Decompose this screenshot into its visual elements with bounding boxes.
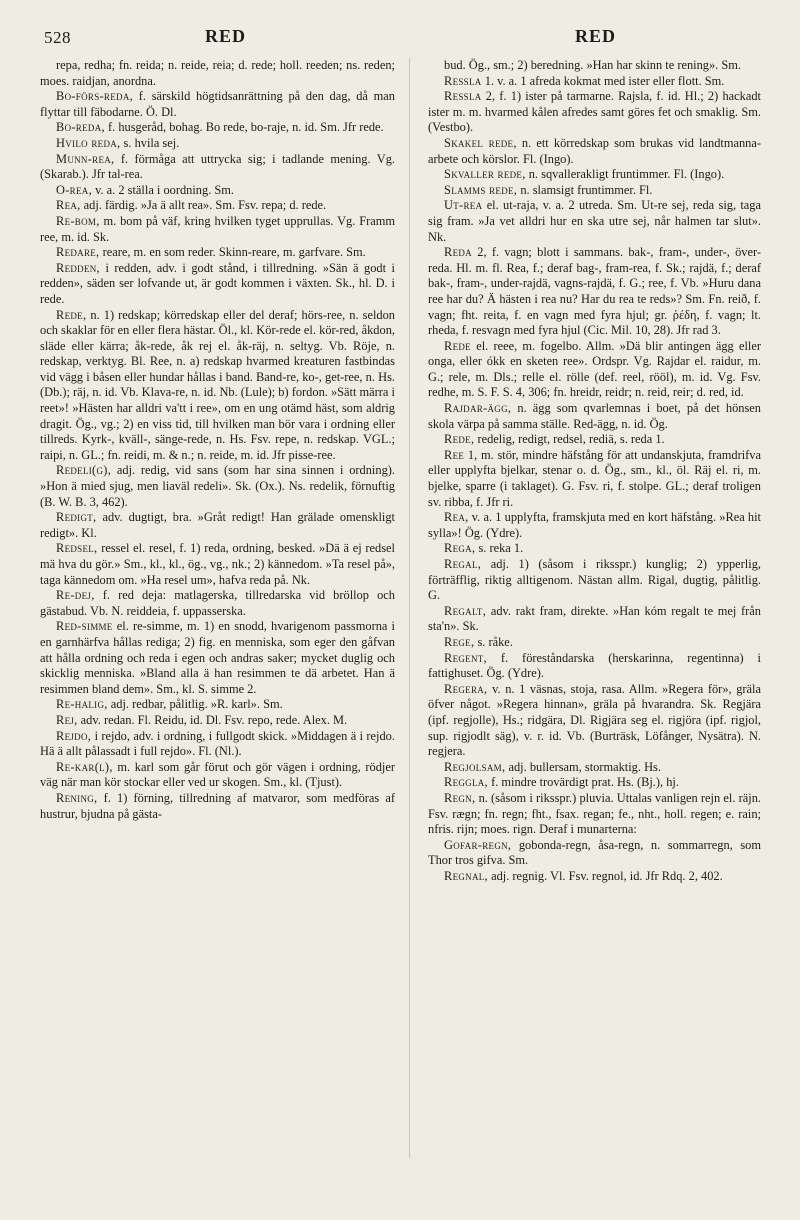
dictionary-entry [40, 619, 395, 697]
entry-headword: Bo-reda, [56, 120, 105, 135]
entry-text: el. ut-raja, v. a. 2 utreda. Sm. Ut-re sej, reda sig, taga sig fram. »Ja vet alldri hur en ska utre sej, når halmen tar slut». Nk. [428, 198, 761, 244]
entry-headword: Red-simme [56, 619, 113, 634]
entry-headword: Rede, [56, 307, 87, 322]
entry-headword: Regn, [444, 790, 476, 805]
entry-text: n. 1) redskap; körredskap eller del deraf; hörs-ree, n. seldon och skaklar för en eller flera hästar. Öl., kl. Kör-rede el. kör-red, åkdon, släde eller kärra; åk-rede, åk rej el. åk-räj, n. seltyg. Vb. Röje, n. redskap, verktyg. Bl. Ree, n. a) redskap hvarmed kreaturen fastbindas vid vägg i båsen eller hundar hållas i band. Band-re, ko-, get-ree, n. Hs. (Db.); räj, n. id. Vb. Klava-re, n. id. Nb. (Lule); b) fordon. »Sätt märra i reet»! »Hästen har alldri va'tt i ree», om en ung otämd häst, som aldrig dragit. Ög., vg.; 2) en viss tid, till hvilken man bör vara i ordning eller tillreds. Kyrk-, kväll-, sänge-rede, n. Hs. Fsv. repe, n. redskap. VGL.; raipi, n. GL.; fn. reidi, m. & n.; n. reide, m. id. Jfr pisse-ree. [40, 307, 395, 462]
entry-headword: Skvaller rede, [444, 167, 526, 182]
dictionary-entry [40, 214, 395, 245]
dictionary-entry [40, 245, 395, 261]
dictionary-entry [40, 541, 395, 588]
running-head-left: RED [205, 26, 247, 46]
dictionary-entry [428, 635, 761, 651]
entry-headword: Rede, [444, 432, 475, 447]
dictionary-entry [40, 120, 395, 136]
entry-text: redelig, redigt, redsel, rediä, s. reda 1. [477, 432, 665, 447]
entry-text: n. slamsigt fruntimmer. Fl. [520, 182, 653, 197]
dictionary-entry [40, 729, 395, 760]
dictionary-entry [428, 58, 761, 74]
entry-headword: Gofar-regn, [444, 837, 512, 852]
entry-text: m. karl som går förut och gör vägen i ordning, rödjer väg när man kör stockar eller ved ur skogen. Sm., kl. (Tjust). [40, 759, 395, 790]
entry-headword: Rede [444, 338, 471, 353]
dictionary-entry [40, 198, 395, 214]
entry-headword: Redeli(g), [56, 463, 112, 478]
dictionary-entry [428, 89, 761, 136]
entry-headword: Rea, [56, 198, 81, 213]
dictionary-entry [40, 152, 395, 183]
right-column [428, 58, 761, 1208]
dictionary-entry [428, 604, 761, 635]
dictionary-entry [40, 183, 395, 199]
entry-text: 2, f. vagn; blott i sammans. bak-, fram-, under-, över-reda. Hl. m. fl. Rea, f.; deraf bag-, fram-rea, f. Sk.; rajdä, f.; deraf bak-, fram-, under-rajdä, vagns-rajdä, f. G.; ree, f. Vb. »Huru dana ree har du? Ä hästen i rea nu? Har du rea te reds»? Sm. Fn. reið, f. vagn; fht. reita, f. en vagn med fyra hjul; gr. ῥέδη, f. vagn; lt. rheda, f. resvagn med fyra hjul (Cic. Mil. 10, 28). Jfr rad 3. [428, 245, 761, 338]
entry-headword: Re-kar(l), [56, 759, 113, 774]
entry-headword: Ressla [444, 89, 482, 104]
dictionary-entry [428, 401, 761, 432]
dictionary-entry [428, 791, 761, 838]
entry-text: 2, f. 1) ister på tarmarne. Rajsla, f. id. Hl.; 2) hackadt ister m. m. hvarmed kålen afredes samt göres fet och smaklig. Sm. (Vestbo). [428, 89, 761, 135]
entry-text: bud. Ög., sm.; 2) beredning. »Han har skinn te rening». Sm. [444, 58, 741, 72]
left-column [40, 58, 395, 1208]
entry-headword: Redsel, [56, 541, 98, 556]
entry-text: i redden, adv. i godt stånd, i tillredning. »Sän ä godt i redden», säden ser lofvande ut, är godt kommen i växten. Sk., hl. D. i rede. [40, 260, 395, 306]
entry-headword: Regalt, [444, 603, 487, 618]
entry-text: 1. v. a. 1 afreda kokmat med ister eller flott. Sm. [484, 73, 725, 88]
entry-headword: Reggla, [444, 775, 488, 790]
dictionary-entry [428, 557, 761, 604]
entry-text: i rejdo, adv. i ordning, i fullgodt skick. »Middagen ä i rejdo. Hä ä allt pålassadt i full rejdo». Fl. (Nl.). [40, 728, 395, 759]
entry-headword: Reda [444, 245, 472, 260]
entry-text: n. sqvallerakligt fruntimmer. Fl. (Ingo). [528, 167, 725, 182]
entry-headword: Re-dej, [56, 588, 95, 603]
entry-headword: Ree [444, 447, 465, 462]
dictionary-entry [428, 183, 761, 199]
dictionary-entry [40, 713, 395, 729]
entry-text: adj. bullersam, stormaktig. Hs. [508, 759, 661, 774]
running-head-right: RED [575, 26, 617, 46]
dictionary-entry [428, 432, 761, 448]
entry-text: adv. redan. Fl. Reidu, id. Dl. Fsv. repo, rede. Alex. M. [80, 712, 348, 727]
dictionary-entry [40, 510, 395, 541]
entry-text: el. reee, m. fogelbo. Allm. »Dä blir antingen ägg eller onga, eller ókk en sketen ree». Ordspr. Vg. Rajdar el. raidur, m. G.; rele, m. Dls.; relle el. rölle (def. reel, rööl), m. id. Vg. Fsv. redhe, m. S. F. S. 4, 306; fn. hreidr, reidr; n. reid, reir; d. red, id. [428, 338, 761, 400]
entry-text: adj. 1) (såsom i riksspr.) kunglig; 2) ypperlig, förträfflig, riktig alltigenom. Nästan allm. Rigal, dugtig, pålitlig. G. [428, 557, 761, 603]
entry-text: f. mindre trovärdigt prat. Hs. (Bj.), hj. [491, 775, 679, 790]
entry-headword: Rej, [56, 712, 78, 727]
dictionary-entry [428, 760, 761, 776]
dictionary-entry [428, 74, 761, 90]
entry-headword: Hvilo reda, [56, 135, 121, 150]
entry-text: adj. redbar, pålitlig. »R. karl». Sm. [110, 697, 283, 712]
dictionary-entry [40, 261, 395, 308]
entry-text: s. reka 1. [478, 541, 524, 556]
entry-text: s. hvila sej. [123, 135, 180, 150]
entry-text: n. ägg som qvarlemnas i boet, på det hönsen skola värpa på samma ställe. Red-ägg, n. id. Ög. [428, 401, 761, 431]
entry-headword: Re-halig, [56, 697, 108, 712]
entry-text: adj. redig, vid sans (som har sina sinnen i ordning). »Hon ä mied sjug, men liaväl redeli». Sk. (Ox.). Ns. redelik, förnuftig (B. W. B. 3, 462). [40, 463, 395, 509]
dictionary-entry [40, 463, 395, 510]
entry-headword: Ut-rea [444, 198, 483, 213]
entry-text: repa, redha; fn. reida; n. reide, reia; d. rede; holl. reeden; ns. reden; moes. raidjan, anordna. [40, 58, 395, 88]
dictionary-entry [428, 245, 761, 339]
dictionary-entry [428, 838, 761, 869]
entry-headword: Skakel rede, [444, 135, 517, 150]
dictionary-entry [428, 510, 761, 541]
entry-headword: Rege, [444, 634, 475, 649]
entry-headword: Rening, [56, 790, 98, 805]
entry-headword: Redden, [56, 260, 100, 275]
dictionary-entry [40, 760, 395, 791]
entry-text: f. husgeråd, bohag. Bo rede, bo-raje, n. id. Sm. Jfr rede. [108, 120, 384, 135]
dictionary-entry [40, 136, 395, 152]
entry-headword: Ressla [444, 73, 482, 88]
dictionary-entry [428, 869, 761, 885]
entry-headword: Bo-förs-reda, [56, 89, 134, 104]
entry-headword: Slamms rede, [444, 182, 518, 197]
dictionary-entry [428, 651, 761, 682]
dictionary-entry [428, 198, 761, 245]
dictionary-entry [428, 339, 761, 401]
entry-headword: Regnal, [444, 868, 488, 883]
entry-text: f. förmåga att uttrycka sig; i tadlande mening. Vg. (Skarab.). Jfr tal-rea. [40, 151, 395, 182]
entry-text: el. re-simme, m. 1) en snodd, hvarigenom passmorna i en garnhärfva hållas rediga; 2) fig. en menniska, som eger den gåfvan att hålla ordning och reda i egen och andras saker; mycket duglig och skicklig menniska. »Bland alla ä han resimmen te dä arbetet. Han ä resimmen bland dem». Sm., kl. S. simme 2. [40, 619, 395, 696]
dictionary-entry [428, 682, 761, 760]
entry-text: f. 1) förning, tillredning af matvaror, som medföras af hustrur, bjudna på gästa- [40, 790, 395, 821]
entry-headword: Rega, [444, 541, 476, 556]
entry-text: gobonda-regn, åsa-regn, n. sommarregn, som Thor tros gifva. Sm. [428, 837, 761, 868]
column-divider [409, 58, 410, 1158]
entry-text: f. särskild högtidsanrättning på den dag, då man flyttar till fäbodarne. Ö. Dl. [40, 89, 395, 119]
entry-text: adj. färdig. »Ja ä allt rea». Sm. Fsv. repa; d. rede. [83, 198, 327, 213]
dictionary-entry [40, 588, 395, 619]
entry-text: 1, m. stör, mindre häfstång för att undanskjuta, framdrifva eller upplyfta bjelkar, stenar o. d. Ög., sm., kl., öl. Räj el. ri, m. bjelke, sparre (i taklaget). G. Fsv. ri, f. stolpe. GL.; deraf troligen sv. ribba, f. Jfr ri. [428, 447, 761, 509]
entry-headword: Rejdo, [56, 728, 92, 743]
entry-headword: Redigt, [56, 510, 97, 525]
entry-text: ressel el. resel, f. 1) reda, ordning, besked. »Dä ä ej redsel mä hva du gör.» Sm., kl., kl., ög., vg., nk.; 2) kännedom. »Ta resel på», taga kännedom om. »Ha resel um», hafva reda på. Nk. [40, 541, 395, 587]
entry-text: reare, m. en som reder. Skinn-reare, m. garfvare. Sm. [102, 245, 366, 260]
entry-text: f. red deja: matlagerska, tillredarska vid bröllop och gästabud. Vb. N. reiddeia, f. uppasserska. [40, 588, 395, 618]
entry-headword: Rajdar-ägg, [444, 401, 512, 416]
dictionary-entry [428, 136, 761, 167]
dictionary-entry [40, 58, 395, 89]
dictionary-entry [428, 167, 761, 183]
entry-headword: Regjolsam, [444, 759, 506, 774]
entry-text: n. ett körredskap som brukas vid landtmanna-arbete och körslor. Fl. (Ingo). [428, 135, 761, 166]
entry-headword: O-rea, [56, 182, 92, 197]
entry-text: adj. regnig. Vl. Fsv. regnol, id. Jfr Rdq. 2, 402. [491, 868, 723, 883]
page-number: 528 [44, 28, 71, 47]
entry-text: m. bom på väf, kring hvilken tyget upprullas. Vg. Framm ree, m. id. Sk. [40, 213, 395, 244]
entry-text: s. råke. [477, 634, 513, 649]
dictionary-entry [40, 697, 395, 713]
entry-headword: Munn-rea, [56, 151, 115, 166]
entry-text: v. a. 2 ställa i oordning. Sm. [95, 182, 235, 197]
entry-text: adv. rakt fram, direkte. »Han kóm regalt te mej från sta'n». Sk. [428, 603, 761, 634]
entry-text: v. n. 1 väsnas, stoja, rasa. Allm. »Regera för», gräla öfver något. »Regera hinnan», gräla på hvarandra. Sk. Regjära (ipf. regjolle), Hs.; ridgära, Dl. Rigjära seg el. rigjöra (ipf. rigjol, sup. rigjodlt säg), v. r. id. Vb. (Burträsk, Löfånger, Nysätra). N. regjera. [428, 681, 761, 759]
entry-headword: Re-bom, [56, 213, 100, 228]
entry-headword: Regera, [444, 681, 488, 696]
entry-headword: Rea, [444, 510, 469, 525]
entry-text: v. a. 1 upplyfta, framskjuta med en kort häfstång. »Rea hit sylla»! Ög. (Ydre). [428, 510, 761, 540]
dictionary-entry [428, 448, 761, 510]
dictionary-entry [428, 775, 761, 791]
entry-text: n. (såsom i riksspr.) pluvia. Uttalas vanligen rejn el. räjn. Fsv. rægn; fn. regn; fht., fsax. regan; fe., nht., holl. regen; e. rain; nfris. rijn; moes. rign. Deraf i munarterna: [428, 790, 761, 837]
entry-headword: Regent, [444, 650, 487, 665]
dictionary-entry [40, 308, 395, 464]
dictionary-entry [40, 89, 395, 120]
dictionary-entry [40, 791, 395, 822]
entry-text: adv. dugtigt, bra. »Gråt redigt! Han grälade omenskligt redigt». Kl. [40, 510, 395, 540]
entry-text: f. föreståndarska (herskarinna, regentinna) i fattighuset. Ög. (Ydre). [428, 650, 761, 681]
dictionary-entry [428, 541, 761, 557]
entry-headword: Regal, [444, 557, 482, 571]
entry-headword: Redare, [56, 245, 100, 260]
